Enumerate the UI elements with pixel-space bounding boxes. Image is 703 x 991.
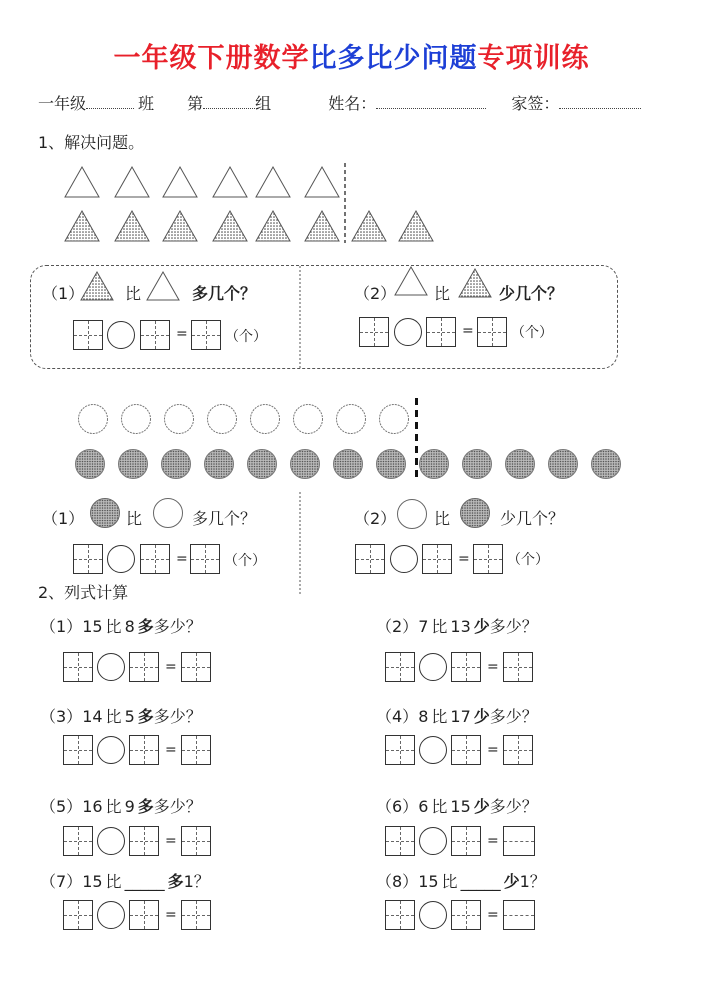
question-kw: 少 bbox=[473, 617, 490, 636]
answer-box[interactable] bbox=[422, 544, 452, 574]
question-tail: 多少？ bbox=[153, 617, 202, 636]
answer-box[interactable] bbox=[190, 544, 220, 574]
question-a: 7 bbox=[418, 617, 429, 636]
question-b: 5 bbox=[124, 707, 135, 726]
question-tail: 多少？ bbox=[153, 707, 202, 726]
shaded-triangle-icon bbox=[458, 268, 492, 298]
question-num: （5） bbox=[40, 797, 83, 816]
answer-box[interactable] bbox=[451, 735, 481, 765]
question-num: （7） bbox=[40, 872, 83, 891]
operator-circle[interactable] bbox=[390, 545, 418, 573]
unit-label: （个） bbox=[224, 553, 266, 569]
answer-box[interactable] bbox=[451, 826, 481, 856]
class-blank[interactable] bbox=[86, 94, 134, 109]
cir-q1-bi: 比 bbox=[126, 509, 143, 528]
shaded-triangle-icon bbox=[80, 271, 114, 301]
calc-question-8 bbox=[376, 869, 546, 892]
question-b: _____ bbox=[460, 872, 501, 891]
cir-q1-num: （1） bbox=[42, 509, 85, 528]
shaded-triangle-icon bbox=[114, 210, 150, 242]
white-circle-icon bbox=[292, 403, 324, 435]
calc-question-6 bbox=[376, 794, 538, 817]
answer-box[interactable] bbox=[181, 826, 211, 856]
question-bi: 比 bbox=[431, 617, 448, 636]
answer-box[interactable] bbox=[359, 317, 389, 347]
tri-q1-question: 多几个？ bbox=[192, 284, 257, 303]
question-num: （6） bbox=[376, 797, 419, 816]
shaded-triangle-icon bbox=[162, 210, 198, 242]
question-bi: 比 bbox=[105, 872, 122, 891]
answer-box[interactable] bbox=[451, 900, 481, 930]
circle-divider bbox=[414, 398, 419, 480]
white-circle-icon bbox=[378, 403, 410, 435]
equals-sign: = bbox=[458, 551, 470, 567]
tri-q2-num: （2） bbox=[354, 284, 397, 303]
shaded-circle-icon bbox=[418, 448, 450, 480]
question-a: 6 bbox=[418, 797, 429, 816]
shaded-circle-icon bbox=[246, 448, 278, 480]
cir-q1-question: 多几个？ bbox=[192, 509, 257, 528]
calc-question-7 bbox=[40, 869, 210, 892]
answer-box[interactable] bbox=[426, 317, 456, 347]
operator-circle[interactable] bbox=[107, 321, 135, 349]
worksheet-title bbox=[0, 36, 703, 75]
section2-heading: 2、列式计算 bbox=[38, 583, 129, 602]
answer-box[interactable] bbox=[63, 900, 93, 930]
white-triangle-icon bbox=[255, 166, 291, 198]
shaded-triangle-icon bbox=[255, 210, 291, 242]
white-circle-icon bbox=[249, 403, 281, 435]
operator-circle[interactable] bbox=[419, 653, 447, 681]
calc-question-2 bbox=[376, 614, 538, 637]
shaded-circle-icon bbox=[459, 497, 491, 529]
question-tail: 多少？ bbox=[489, 617, 538, 636]
question-num: （2） bbox=[376, 617, 419, 636]
white-triangle-icon bbox=[146, 271, 180, 301]
question-tail: 1？ bbox=[183, 872, 210, 891]
operator-circle[interactable] bbox=[107, 545, 135, 573]
answer-box[interactable] bbox=[503, 735, 533, 765]
question-num: （1） bbox=[40, 617, 83, 636]
unit-label: （个） bbox=[511, 325, 553, 341]
white-circle-icon bbox=[396, 498, 428, 530]
question-bi: 比 bbox=[431, 707, 448, 726]
equals-sign: = bbox=[165, 742, 177, 758]
equals-sign: = bbox=[165, 907, 177, 923]
answer-box[interactable] bbox=[385, 652, 415, 682]
question-kw: 多 bbox=[137, 707, 154, 726]
question-kw: 少 bbox=[473, 797, 490, 816]
answer-box[interactable] bbox=[503, 652, 533, 682]
question-bi: 比 bbox=[105, 617, 122, 636]
equals-sign: = bbox=[176, 326, 188, 342]
calc-question-4 bbox=[376, 704, 538, 727]
white-circle-icon bbox=[335, 403, 367, 435]
calc-question-1 bbox=[40, 614, 202, 637]
question-num: （4） bbox=[376, 707, 419, 726]
question-b: 8 bbox=[124, 617, 135, 636]
shaded-circle-icon bbox=[289, 448, 321, 480]
answer-box[interactable] bbox=[385, 735, 415, 765]
equals-sign: = bbox=[487, 742, 499, 758]
question-a: 15 bbox=[418, 872, 439, 891]
operator-circle[interactable] bbox=[97, 653, 125, 681]
calc-question-3 bbox=[40, 704, 202, 727]
tri-q2-question: 少几个？ bbox=[499, 284, 564, 303]
question-tail: 多少？ bbox=[153, 797, 202, 816]
answer-box[interactable] bbox=[503, 826, 535, 856]
answer-box[interactable] bbox=[385, 900, 415, 930]
question-kw: 多 bbox=[167, 872, 184, 891]
name-label: 姓名： bbox=[328, 94, 377, 113]
answer-box[interactable] bbox=[63, 652, 93, 682]
answer-box[interactable] bbox=[129, 735, 159, 765]
white-circle-icon bbox=[120, 403, 152, 435]
shaded-circle-icon bbox=[160, 448, 192, 480]
question-kw: 多 bbox=[137, 617, 154, 636]
shaded-circle-icon bbox=[461, 448, 493, 480]
question-b: 9 bbox=[124, 797, 135, 816]
equals-sign: = bbox=[487, 907, 499, 923]
white-circle-icon bbox=[152, 497, 184, 529]
white-circle-icon bbox=[77, 403, 109, 435]
white-triangle-icon bbox=[212, 166, 248, 198]
grade-label: 一年级 bbox=[38, 94, 87, 113]
shaded-triangle-icon bbox=[351, 210, 387, 242]
answer-box[interactable] bbox=[63, 735, 93, 765]
answer-box[interactable] bbox=[355, 544, 385, 574]
answer-box[interactable] bbox=[63, 826, 93, 856]
question-bi: 比 bbox=[441, 872, 458, 891]
answer-box[interactable] bbox=[503, 900, 535, 930]
answer-box[interactable] bbox=[140, 320, 170, 350]
white-circle-icon bbox=[206, 403, 238, 435]
operator-circle[interactable] bbox=[419, 736, 447, 764]
name-blank[interactable] bbox=[376, 94, 486, 109]
equals-sign: = bbox=[165, 659, 177, 675]
question-b: 15 bbox=[450, 797, 471, 816]
unit-label: （个） bbox=[507, 552, 549, 568]
question-bi: 比 bbox=[105, 707, 122, 726]
shaded-triangle-icon bbox=[398, 210, 434, 242]
group-prefix: 第 bbox=[187, 94, 204, 113]
operator-circle[interactable] bbox=[97, 901, 125, 929]
question-bi: 比 bbox=[431, 797, 448, 816]
question-kw: 少 bbox=[503, 872, 520, 891]
sign-blank[interactable] bbox=[559, 94, 641, 109]
class-label: 班 bbox=[138, 94, 155, 113]
tri-q1-bi: 比 bbox=[125, 284, 142, 303]
answer-box[interactable] bbox=[140, 544, 170, 574]
white-circle-icon bbox=[163, 403, 195, 435]
group-blank[interactable] bbox=[203, 94, 255, 109]
question-kw: 多 bbox=[137, 797, 154, 816]
shaded-circle-icon bbox=[332, 448, 364, 480]
question-num: （8） bbox=[376, 872, 419, 891]
shaded-circle-icon bbox=[504, 448, 536, 480]
title-part1: 一年级下册数学 bbox=[113, 43, 310, 74]
question-tail: 多少？ bbox=[489, 797, 538, 816]
sign-label: 家签： bbox=[511, 94, 560, 113]
title-part4: 专项训练 bbox=[477, 43, 590, 74]
white-triangle-icon bbox=[64, 166, 100, 198]
operator-circle[interactable] bbox=[419, 827, 447, 855]
answer-box[interactable] bbox=[451, 652, 481, 682]
question-bi: 比 bbox=[105, 797, 122, 816]
box-divider bbox=[298, 266, 302, 369]
cir-q2-bi: 比 bbox=[434, 509, 451, 528]
answer-box[interactable] bbox=[181, 735, 211, 765]
circle-q-divider bbox=[298, 492, 302, 594]
answer-box[interactable] bbox=[73, 544, 103, 574]
equals-sign: = bbox=[487, 659, 499, 675]
question-b: 17 bbox=[450, 707, 471, 726]
answer-box[interactable] bbox=[181, 652, 211, 682]
tri-q2-bi: 比 bbox=[434, 284, 451, 303]
shaded-triangle-icon bbox=[304, 210, 340, 242]
answer-box[interactable] bbox=[73, 320, 103, 350]
answer-box[interactable] bbox=[477, 317, 507, 347]
tri-q1-num: （1） bbox=[42, 284, 85, 303]
shaded-circle-icon bbox=[74, 448, 106, 480]
answer-box[interactable] bbox=[473, 544, 503, 574]
calc-question-5 bbox=[40, 794, 202, 817]
equals-sign: = bbox=[165, 833, 177, 849]
title-part2: 比多比少 bbox=[309, 43, 422, 74]
white-triangle-icon bbox=[162, 166, 198, 198]
shaded-circle-icon bbox=[590, 448, 622, 480]
title-part3: 问题 bbox=[421, 43, 478, 74]
question-a: 16 bbox=[82, 797, 103, 816]
question-b: 13 bbox=[450, 617, 471, 636]
info-line bbox=[38, 91, 641, 114]
question-a: 15 bbox=[82, 617, 103, 636]
equals-sign: = bbox=[462, 323, 474, 339]
white-triangle-icon bbox=[394, 266, 428, 296]
shaded-circle-icon bbox=[203, 448, 235, 480]
section1-heading: 1、解决问题。 bbox=[38, 133, 145, 152]
shaded-circle-icon bbox=[547, 448, 579, 480]
answer-box[interactable] bbox=[385, 826, 415, 856]
answer-box[interactable] bbox=[191, 320, 221, 350]
answer-box[interactable] bbox=[181, 900, 211, 930]
shaded-triangle-icon bbox=[212, 210, 248, 242]
operator-circle[interactable] bbox=[419, 901, 447, 929]
question-b: _____ bbox=[124, 872, 165, 891]
question-a: 15 bbox=[82, 872, 103, 891]
white-triangle-icon bbox=[114, 166, 150, 198]
question-tail: 1？ bbox=[519, 872, 546, 891]
shaded-circle-icon bbox=[89, 497, 121, 529]
question-tail: 多少？ bbox=[489, 707, 538, 726]
answer-box[interactable] bbox=[129, 652, 159, 682]
answer-box[interactable] bbox=[129, 900, 159, 930]
shaded-circle-icon bbox=[375, 448, 407, 480]
shaded-circle-icon bbox=[117, 448, 149, 480]
question-a: 14 bbox=[82, 707, 103, 726]
equals-sign: = bbox=[487, 833, 499, 849]
question-kw: 少 bbox=[473, 707, 490, 726]
unit-label: （个） bbox=[225, 329, 267, 345]
triangle-divider bbox=[343, 163, 347, 243]
question-num: （3） bbox=[40, 707, 83, 726]
operator-circle[interactable] bbox=[394, 318, 422, 346]
cir-q2-num: （2） bbox=[354, 509, 397, 528]
answer-box[interactable] bbox=[129, 826, 159, 856]
group-label: 组 bbox=[255, 94, 272, 113]
white-triangle-icon bbox=[304, 166, 340, 198]
question-a: 8 bbox=[418, 707, 429, 726]
cir-q2-question: 少几个？ bbox=[500, 509, 565, 528]
equals-sign: = bbox=[176, 551, 188, 567]
shaded-triangle-icon bbox=[64, 210, 100, 242]
operator-circle[interactable] bbox=[97, 736, 125, 764]
operator-circle[interactable] bbox=[97, 827, 125, 855]
